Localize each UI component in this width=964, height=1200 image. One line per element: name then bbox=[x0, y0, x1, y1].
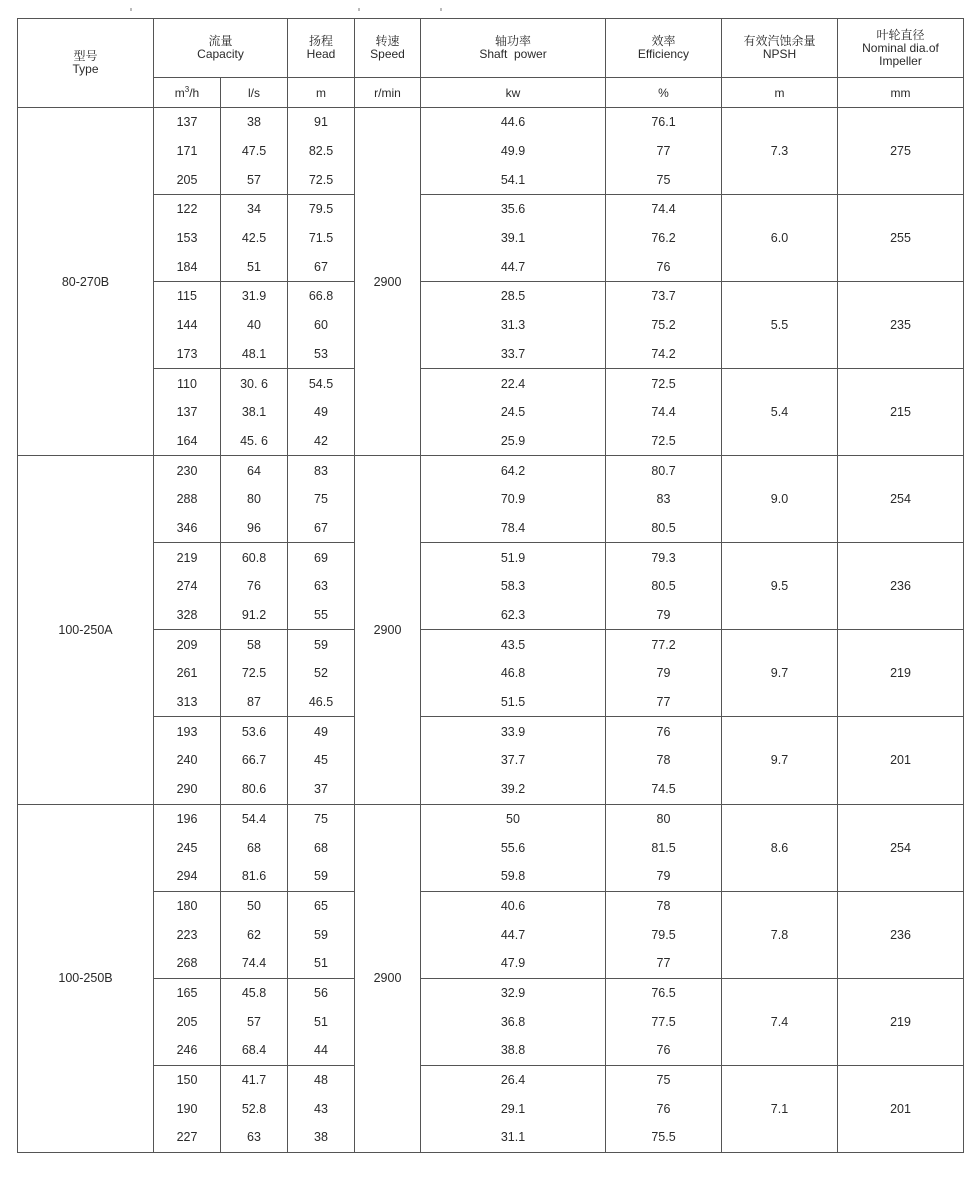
efficiency-cell: 72.5 bbox=[606, 369, 722, 398]
capacity-m3h-cell: 290 bbox=[154, 775, 221, 804]
capacity-ls-cell: 31.9 bbox=[221, 282, 288, 311]
shaft-power-cell: 38.8 bbox=[421, 1036, 606, 1065]
shaft-power-cell: 39.1 bbox=[421, 224, 606, 253]
capacity-ls-cell: 57 bbox=[221, 1007, 288, 1036]
npsh-cell: 9.5 bbox=[722, 543, 838, 630]
capacity-m3h-cell: 196 bbox=[154, 804, 221, 833]
impeller-cell: 255 bbox=[838, 195, 964, 282]
capacity-m3h-cell: 180 bbox=[154, 891, 221, 920]
capacity-m3h-cell: 268 bbox=[154, 949, 221, 978]
capacity-ls-cell: 64 bbox=[221, 456, 288, 485]
head-cell: 71.5 bbox=[288, 224, 355, 253]
capacity-ls-cell: 50 bbox=[221, 891, 288, 920]
header-head bbox=[288, 19, 355, 78]
efficiency-cell: 79 bbox=[606, 601, 722, 630]
efficiency-cell: 83 bbox=[606, 485, 722, 514]
table-row bbox=[18, 108, 964, 137]
table-row bbox=[18, 1065, 964, 1094]
capacity-ls-cell: 52.8 bbox=[221, 1094, 288, 1123]
shaft-power-cell: 33.9 bbox=[421, 717, 606, 746]
efficiency-cell: 76.2 bbox=[606, 224, 722, 253]
table-row bbox=[18, 456, 964, 485]
shaft-power-cell: 37.7 bbox=[421, 746, 606, 775]
efficiency-cell: 79 bbox=[606, 862, 722, 891]
scan-mark bbox=[440, 8, 442, 11]
capacity-m3h-cell: 165 bbox=[154, 978, 221, 1007]
capacity-ls-cell: 54.4 bbox=[221, 804, 288, 833]
npsh-cell: 7.1 bbox=[722, 1065, 838, 1152]
efficiency-cell: 77 bbox=[606, 688, 722, 717]
header-head-zh: 扬程 bbox=[308, 34, 333, 48]
table-body bbox=[18, 108, 964, 1153]
header-head-en: Head bbox=[306, 47, 336, 61]
head-cell: 37 bbox=[288, 775, 355, 804]
head-cell: 67 bbox=[288, 252, 355, 281]
npsh-cell: 6.0 bbox=[722, 195, 838, 282]
efficiency-cell: 80 bbox=[606, 804, 722, 833]
capacity-m3h-cell: 246 bbox=[154, 1036, 221, 1065]
header-speed-en: Speed bbox=[370, 47, 405, 61]
header-shaft-power-en: Shaft power bbox=[479, 47, 547, 61]
capacity-m3h-cell: 144 bbox=[154, 311, 221, 340]
shaft-power-cell: 47.9 bbox=[421, 949, 606, 978]
table-row bbox=[18, 282, 964, 311]
capacity-ls-cell: 62 bbox=[221, 920, 288, 949]
table-row bbox=[18, 891, 964, 920]
table-row bbox=[18, 369, 964, 398]
shaft-power-cell: 36.8 bbox=[421, 1007, 606, 1036]
table-row bbox=[18, 978, 964, 1007]
shaft-power-cell: 78.4 bbox=[421, 514, 606, 543]
capacity-m3h-cell: 137 bbox=[154, 108, 221, 137]
header-efficiency-zh: 效率 bbox=[651, 34, 676, 48]
head-cell: 55 bbox=[288, 601, 355, 630]
capacity-ls-cell: 74.4 bbox=[221, 949, 288, 978]
header-type-en: Type bbox=[72, 62, 99, 76]
capacity-m3h-cell: 110 bbox=[154, 369, 221, 398]
speed-cell: 2900 bbox=[355, 456, 421, 804]
head-cell: 53 bbox=[288, 340, 355, 369]
speed-cell: 2900 bbox=[355, 108, 421, 456]
capacity-m3h-cell: 261 bbox=[154, 659, 221, 688]
efficiency-cell: 79 bbox=[606, 659, 722, 688]
unit-m3h-tail: /h bbox=[189, 85, 200, 100]
head-cell: 52 bbox=[288, 659, 355, 688]
head-cell: 59 bbox=[288, 630, 355, 659]
npsh-cell: 5.4 bbox=[722, 369, 838, 456]
capacity-ls-cell: 45. 6 bbox=[221, 427, 288, 456]
capacity-ls-cell: 60.8 bbox=[221, 543, 288, 572]
shaft-power-cell: 31.3 bbox=[421, 311, 606, 340]
capacity-ls-cell: 76 bbox=[221, 572, 288, 601]
header-type bbox=[18, 19, 154, 108]
head-cell: 79.5 bbox=[288, 195, 355, 224]
capacity-ls-cell: 38 bbox=[221, 108, 288, 137]
npsh-cell: 8.6 bbox=[722, 804, 838, 891]
header-capacity bbox=[154, 19, 288, 78]
capacity-m3h-cell: 230 bbox=[154, 456, 221, 485]
capacity-m3h-cell: 328 bbox=[154, 601, 221, 630]
capacity-m3h-cell: 205 bbox=[154, 165, 221, 194]
head-cell: 48 bbox=[288, 1065, 355, 1094]
capacity-m3h-cell: 313 bbox=[154, 688, 221, 717]
efficiency-cell: 75.2 bbox=[606, 311, 722, 340]
scan-mark bbox=[358, 8, 360, 11]
shaft-power-cell: 46.8 bbox=[421, 659, 606, 688]
shaft-power-cell: 50 bbox=[421, 804, 606, 833]
head-cell: 82.5 bbox=[288, 137, 355, 166]
head-cell: 45 bbox=[288, 746, 355, 775]
shaft-power-cell: 55.6 bbox=[421, 833, 606, 862]
efficiency-cell: 79.3 bbox=[606, 543, 722, 572]
capacity-ls-cell: 91.2 bbox=[221, 601, 288, 630]
efficiency-cell: 76 bbox=[606, 717, 722, 746]
capacity-m3h-cell: 274 bbox=[154, 572, 221, 601]
head-cell: 59 bbox=[288, 920, 355, 949]
npsh-cell: 9.0 bbox=[722, 456, 838, 543]
shaft-power-cell: 29.1 bbox=[421, 1094, 606, 1123]
capacity-ls-cell: 53.6 bbox=[221, 717, 288, 746]
model-type-cell: 100-250A bbox=[18, 456, 154, 804]
shaft-power-cell: 44.7 bbox=[421, 252, 606, 281]
table-row bbox=[18, 717, 964, 746]
header-speed-zh: 转速 bbox=[375, 34, 400, 48]
npsh-cell: 7.3 bbox=[722, 108, 838, 195]
head-cell: 56 bbox=[288, 978, 355, 1007]
efficiency-cell: 76.1 bbox=[606, 108, 722, 137]
capacity-ls-cell: 57 bbox=[221, 165, 288, 194]
capacity-m3h-cell: 171 bbox=[154, 137, 221, 166]
head-cell: 49 bbox=[288, 398, 355, 427]
head-cell: 66.8 bbox=[288, 282, 355, 311]
capacity-ls-cell: 58 bbox=[221, 630, 288, 659]
capacity-ls-cell: 68 bbox=[221, 833, 288, 862]
shaft-power-cell: 58.3 bbox=[421, 572, 606, 601]
table-row bbox=[18, 543, 964, 572]
efficiency-cell: 80.5 bbox=[606, 514, 722, 543]
unit-m3h bbox=[154, 78, 221, 108]
header-impeller-en2: Impeller bbox=[879, 53, 922, 68]
capacity-m3h-cell: 122 bbox=[154, 195, 221, 224]
npsh-cell: 9.7 bbox=[722, 630, 838, 717]
unit-head: m bbox=[288, 78, 355, 108]
shaft-power-cell: 51.9 bbox=[421, 543, 606, 572]
efficiency-cell: 81.5 bbox=[606, 833, 722, 862]
table-row bbox=[18, 804, 964, 833]
shaft-power-cell: 43.5 bbox=[421, 630, 606, 659]
capacity-ls-cell: 80 bbox=[221, 485, 288, 514]
impeller-cell: 215 bbox=[838, 369, 964, 456]
impeller-cell: 219 bbox=[838, 978, 964, 1065]
efficiency-cell: 76 bbox=[606, 1036, 722, 1065]
head-cell: 60 bbox=[288, 311, 355, 340]
header-type-zh: 型号 bbox=[73, 49, 98, 63]
unit-power: kw bbox=[421, 78, 606, 108]
capacity-ls-cell: 40 bbox=[221, 311, 288, 340]
head-cell: 38 bbox=[288, 1123, 355, 1152]
efficiency-cell: 74.5 bbox=[606, 775, 722, 804]
impeller-cell: 254 bbox=[838, 456, 964, 543]
head-cell: 51 bbox=[288, 1007, 355, 1036]
head-cell: 63 bbox=[288, 572, 355, 601]
capacity-m3h-cell: 153 bbox=[154, 224, 221, 253]
capacity-m3h-cell: 294 bbox=[154, 862, 221, 891]
efficiency-cell: 74.2 bbox=[606, 340, 722, 369]
efficiency-cell: 75.5 bbox=[606, 1123, 722, 1152]
speed-cell: 2900 bbox=[355, 804, 421, 1152]
shaft-power-cell: 25.9 bbox=[421, 427, 606, 456]
unit-npsh: m bbox=[722, 78, 838, 108]
npsh-cell: 9.7 bbox=[722, 717, 838, 804]
efficiency-cell: 75 bbox=[606, 1065, 722, 1094]
header-row-titles bbox=[18, 19, 964, 78]
shaft-power-cell: 33.7 bbox=[421, 340, 606, 369]
capacity-ls-cell: 42.5 bbox=[221, 224, 288, 253]
header-row-units bbox=[18, 78, 964, 108]
header-efficiency-en: Efficiency bbox=[637, 47, 690, 61]
capacity-m3h-cell: 190 bbox=[154, 1094, 221, 1123]
impeller-cell: 201 bbox=[838, 1065, 964, 1152]
unit-ls: l/s bbox=[221, 78, 288, 108]
capacity-m3h-cell: 240 bbox=[154, 746, 221, 775]
capacity-m3h-cell: 150 bbox=[154, 1065, 221, 1094]
shaft-power-cell: 64.2 bbox=[421, 456, 606, 485]
shaft-power-cell: 28.5 bbox=[421, 282, 606, 311]
capacity-ls-cell: 81.6 bbox=[221, 862, 288, 891]
capacity-ls-cell: 80.6 bbox=[221, 775, 288, 804]
capacity-ls-cell: 45.8 bbox=[221, 978, 288, 1007]
capacity-ls-cell: 87 bbox=[221, 688, 288, 717]
scan-mark bbox=[130, 8, 132, 11]
capacity-m3h-cell: 346 bbox=[154, 514, 221, 543]
capacity-m3h-cell: 137 bbox=[154, 398, 221, 427]
capacity-ls-cell: 48.1 bbox=[221, 340, 288, 369]
header-npsh-en: NPSH bbox=[762, 47, 797, 61]
head-cell: 54.5 bbox=[288, 369, 355, 398]
capacity-ls-cell: 47.5 bbox=[221, 137, 288, 166]
shaft-power-cell: 59.8 bbox=[421, 862, 606, 891]
header-capacity-en: Capacity bbox=[197, 47, 244, 61]
capacity-ls-cell: 63 bbox=[221, 1123, 288, 1152]
capacity-ls-cell: 68.4 bbox=[221, 1036, 288, 1065]
model-type-cell: 100-250B bbox=[18, 804, 154, 1152]
header-npsh-zh: 有效汽蚀余量 bbox=[743, 34, 816, 48]
shaft-power-cell: 44.6 bbox=[421, 108, 606, 137]
efficiency-cell: 77.2 bbox=[606, 630, 722, 659]
npsh-cell: 7.8 bbox=[722, 891, 838, 978]
capacity-m3h-cell: 245 bbox=[154, 833, 221, 862]
efficiency-cell: 74.4 bbox=[606, 398, 722, 427]
impeller-cell: 236 bbox=[838, 543, 964, 630]
capacity-ls-cell: 72.5 bbox=[221, 659, 288, 688]
header-npsh bbox=[722, 19, 838, 78]
pump-performance-table bbox=[17, 18, 964, 1153]
capacity-m3h-cell: 193 bbox=[154, 717, 221, 746]
head-cell: 69 bbox=[288, 543, 355, 572]
unit-m3h-sup: 3 bbox=[184, 84, 190, 94]
shaft-power-cell: 31.1 bbox=[421, 1123, 606, 1152]
head-cell: 83 bbox=[288, 456, 355, 485]
efficiency-cell: 76 bbox=[606, 252, 722, 281]
efficiency-cell: 78 bbox=[606, 746, 722, 775]
capacity-ls-cell: 66.7 bbox=[221, 746, 288, 775]
header-speed bbox=[355, 19, 421, 78]
capacity-m3h-cell: 288 bbox=[154, 485, 221, 514]
capacity-m3h-cell: 219 bbox=[154, 543, 221, 572]
shaft-power-cell: 54.1 bbox=[421, 165, 606, 194]
header-capacity-zh: 流量 bbox=[208, 34, 233, 48]
head-cell: 75 bbox=[288, 804, 355, 833]
shaft-power-cell: 22.4 bbox=[421, 369, 606, 398]
unit-m3h-base: m bbox=[174, 85, 185, 100]
head-cell: 49 bbox=[288, 717, 355, 746]
header-efficiency bbox=[606, 19, 722, 78]
head-cell: 68 bbox=[288, 833, 355, 862]
efficiency-cell: 77.5 bbox=[606, 1007, 722, 1036]
shaft-power-cell: 49.9 bbox=[421, 137, 606, 166]
efficiency-cell: 76 bbox=[606, 1094, 722, 1123]
head-cell: 44 bbox=[288, 1036, 355, 1065]
head-cell: 46.5 bbox=[288, 688, 355, 717]
impeller-cell: 254 bbox=[838, 804, 964, 891]
shaft-power-cell: 39.2 bbox=[421, 775, 606, 804]
table-row bbox=[18, 195, 964, 224]
impeller-cell: 236 bbox=[838, 891, 964, 978]
unit-speed: r/min bbox=[355, 78, 421, 108]
head-cell: 65 bbox=[288, 891, 355, 920]
efficiency-cell: 76.5 bbox=[606, 978, 722, 1007]
head-cell: 42 bbox=[288, 427, 355, 456]
npsh-cell: 5.5 bbox=[722, 282, 838, 369]
capacity-m3h-cell: 227 bbox=[154, 1123, 221, 1152]
capacity-m3h-cell: 184 bbox=[154, 252, 221, 281]
capacity-m3h-cell: 164 bbox=[154, 427, 221, 456]
header-impeller-zh: 叶轮直径 bbox=[876, 27, 925, 42]
shaft-power-cell: 51.5 bbox=[421, 688, 606, 717]
capacity-m3h-cell: 223 bbox=[154, 920, 221, 949]
head-cell: 67 bbox=[288, 514, 355, 543]
header-shaft-power bbox=[421, 19, 606, 78]
impeller-cell: 235 bbox=[838, 282, 964, 369]
capacity-m3h-cell: 209 bbox=[154, 630, 221, 659]
efficiency-cell: 72.5 bbox=[606, 427, 722, 456]
impeller-cell: 201 bbox=[838, 717, 964, 804]
unit-efficiency: % bbox=[606, 78, 722, 108]
efficiency-cell: 80.7 bbox=[606, 456, 722, 485]
header-impeller bbox=[838, 19, 964, 78]
head-cell: 43 bbox=[288, 1094, 355, 1123]
shaft-power-cell: 26.4 bbox=[421, 1065, 606, 1094]
capacity-m3h-cell: 205 bbox=[154, 1007, 221, 1036]
shaft-power-cell: 35.6 bbox=[421, 195, 606, 224]
head-cell: 51 bbox=[288, 949, 355, 978]
shaft-power-cell: 32.9 bbox=[421, 978, 606, 1007]
impeller-cell: 219 bbox=[838, 630, 964, 717]
capacity-ls-cell: 30. 6 bbox=[221, 369, 288, 398]
shaft-power-cell: 70.9 bbox=[421, 485, 606, 514]
capacity-ls-cell: 41.7 bbox=[221, 1065, 288, 1094]
header-shaft-power-zh: 轴功率 bbox=[494, 34, 531, 48]
capacity-ls-cell: 51 bbox=[221, 252, 288, 281]
efficiency-cell: 74.4 bbox=[606, 195, 722, 224]
capacity-m3h-cell: 173 bbox=[154, 340, 221, 369]
header-impeller-en1: Nominal dia.of bbox=[862, 40, 939, 55]
unit-impeller: mm bbox=[838, 78, 964, 108]
head-cell: 59 bbox=[288, 862, 355, 891]
head-cell: 72.5 bbox=[288, 165, 355, 194]
shaft-power-cell: 62.3 bbox=[421, 601, 606, 630]
capacity-ls-cell: 96 bbox=[221, 514, 288, 543]
efficiency-cell: 79.5 bbox=[606, 920, 722, 949]
efficiency-cell: 73.7 bbox=[606, 282, 722, 311]
capacity-ls-cell: 38.1 bbox=[221, 398, 288, 427]
shaft-power-cell: 24.5 bbox=[421, 398, 606, 427]
efficiency-cell: 77 bbox=[606, 137, 722, 166]
shaft-power-cell: 40.6 bbox=[421, 891, 606, 920]
head-cell: 75 bbox=[288, 485, 355, 514]
impeller-cell: 275 bbox=[838, 108, 964, 195]
capacity-ls-cell: 34 bbox=[221, 195, 288, 224]
efficiency-cell: 77 bbox=[606, 949, 722, 978]
efficiency-cell: 80.5 bbox=[606, 572, 722, 601]
capacity-m3h-cell: 115 bbox=[154, 282, 221, 311]
head-cell: 91 bbox=[288, 108, 355, 137]
efficiency-cell: 78 bbox=[606, 891, 722, 920]
efficiency-cell: 75 bbox=[606, 165, 722, 194]
table-row bbox=[18, 630, 964, 659]
model-type-cell: 80-270B bbox=[18, 108, 154, 456]
shaft-power-cell: 44.7 bbox=[421, 920, 606, 949]
npsh-cell: 7.4 bbox=[722, 978, 838, 1065]
